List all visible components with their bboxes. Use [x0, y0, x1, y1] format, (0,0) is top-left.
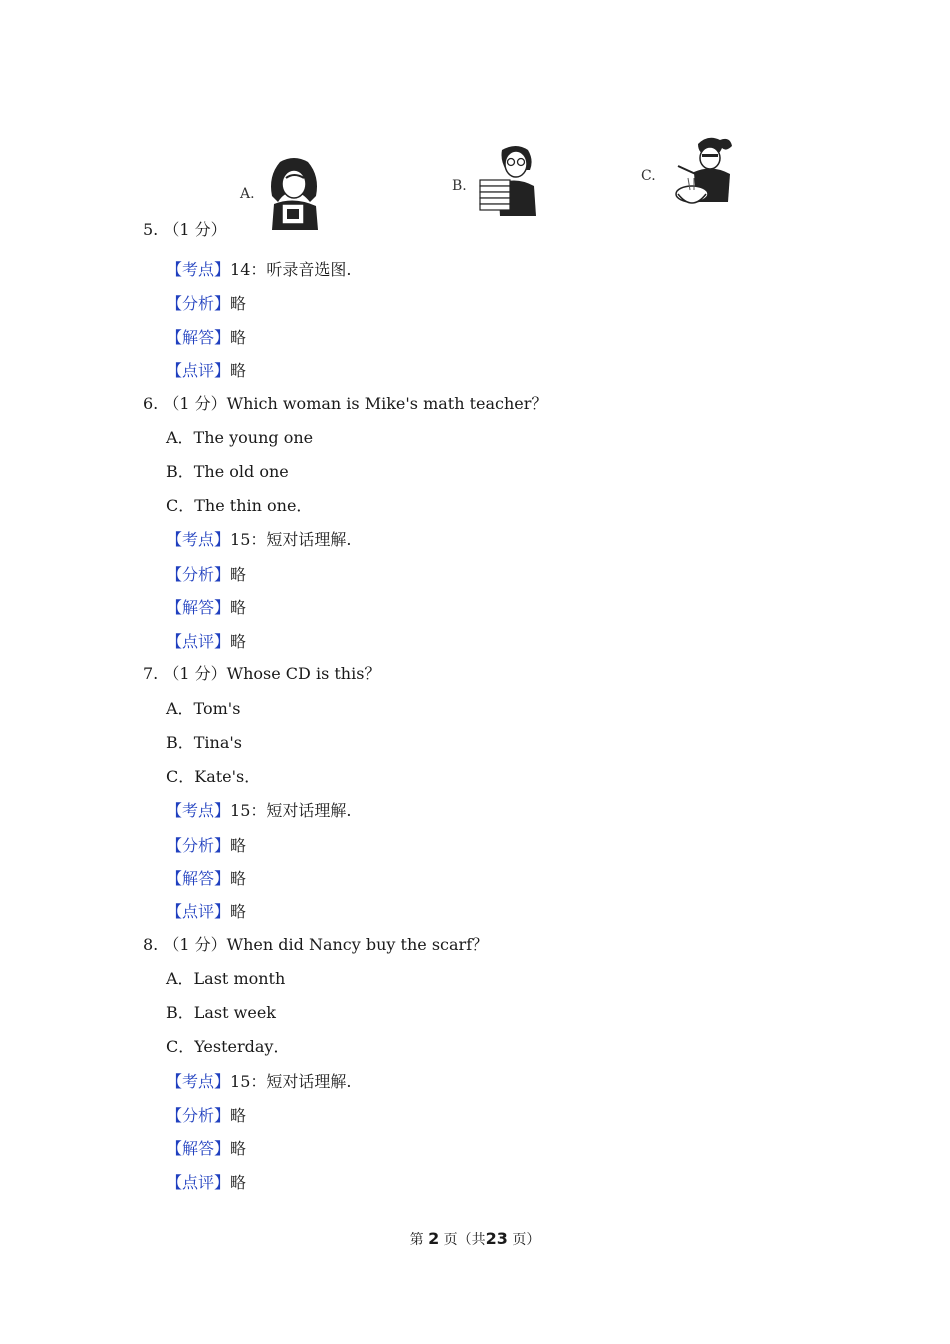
- fenxi-label: 【分析】: [166, 1106, 231, 1125]
- question-7: [143, 664, 380, 684]
- jieda-label: 【解答】: [166, 328, 231, 347]
- jieda-text: 略: [230, 598, 247, 617]
- kaodian-text: 14：听录音选图.: [230, 260, 352, 279]
- question-8-option-c: C．Yesterday．: [166, 1037, 290, 1056]
- question-5-fenxi: [166, 294, 246, 314]
- jieda-label: 【解答】: [166, 598, 231, 617]
- question-7-option-a: A．Tom's: [166, 699, 241, 718]
- question-8: [143, 935, 488, 955]
- question-8-kaodian: [166, 1072, 351, 1092]
- question-6: [143, 394, 547, 414]
- question-6-option-b: B．The old one: [166, 462, 289, 481]
- woman-cooking-illustration: [638, 132, 754, 218]
- question-6-fenxi: [166, 565, 246, 585]
- question-score: （1 分）: [163, 220, 227, 239]
- question-5-dianping: [166, 361, 246, 381]
- question-8-dianping: [166, 1173, 246, 1193]
- picture-option-c-label: C.: [641, 168, 656, 184]
- girl-with-box-illustration: [232, 152, 328, 234]
- question-7-dianping: [166, 902, 246, 922]
- dianping-label: 【点评】: [166, 902, 231, 921]
- dianping-text: 略: [230, 632, 247, 651]
- kaodian-text: 15：短对话理解.: [230, 801, 352, 820]
- footer-middle: 页（共: [443, 1232, 486, 1248]
- kaodian-label: 【考点】: [166, 260, 231, 279]
- question-8-jieda: [166, 1139, 246, 1159]
- question-6-jieda: [166, 598, 246, 618]
- question-8-option-a: A．Last month: [166, 969, 286, 988]
- question-7-fenxi: [166, 836, 246, 856]
- question-5-kaodian: [166, 260, 351, 280]
- footer-total-pages: 23: [485, 1229, 508, 1248]
- question-6-option-c: C．The thin one．: [166, 496, 313, 515]
- picture-option-b-label: B.: [452, 178, 467, 194]
- page-footer: [0, 1229, 950, 1250]
- question-8-option-b: B．Last week: [166, 1003, 276, 1022]
- question-7-option-b: B．Tina's: [166, 733, 243, 752]
- question-8-fenxi: [166, 1106, 246, 1126]
- question-5: [143, 220, 227, 240]
- dianping-text: 略: [230, 902, 247, 921]
- jieda-text: 略: [230, 328, 247, 347]
- question-6-option-a: A．The young one: [166, 428, 314, 447]
- question-text: Whose CD is this？: [226, 664, 381, 683]
- kaodian-text: 15：短对话理解.: [230, 1072, 352, 1091]
- fenxi-text: 略: [230, 294, 247, 313]
- question-score: （1 分）: [163, 935, 227, 954]
- question-score: （1 分）: [163, 394, 227, 413]
- kaodian-text: 15：短对话理解.: [230, 530, 352, 549]
- kaodian-label: 【考点】: [166, 801, 231, 820]
- dianping-text: 略: [230, 1173, 247, 1192]
- jieda-text: 略: [230, 1139, 247, 1158]
- question-6-kaodian: [166, 530, 351, 550]
- footer-suffix: 页）: [512, 1232, 541, 1248]
- question-number: 7.: [143, 664, 159, 683]
- question-score: （1 分）: [163, 664, 227, 683]
- question-number: 6.: [143, 394, 159, 413]
- question-text: Which woman is Mike's math teacher？: [226, 394, 548, 413]
- dianping-text: 略: [230, 361, 247, 380]
- dianping-label: 【点评】: [166, 632, 231, 651]
- question-number: 5.: [143, 220, 159, 239]
- picture-option-a: [232, 152, 328, 234]
- picture-option-c: [638, 132, 754, 218]
- fenxi-label: 【分析】: [166, 565, 231, 584]
- picture-option-a-label: A.: [240, 186, 255, 202]
- jieda-text: 略: [230, 869, 247, 888]
- fenxi-text: 略: [230, 565, 247, 584]
- dianping-label: 【点评】: [166, 361, 231, 380]
- kaodian-label: 【考点】: [166, 530, 231, 549]
- question-5-jieda: [166, 328, 246, 348]
- question-6-dianping: [166, 632, 246, 652]
- picture-option-b: [450, 142, 546, 224]
- jieda-label: 【解答】: [166, 869, 231, 888]
- fenxi-label: 【分析】: [166, 836, 231, 855]
- question-text: When did Nancy buy the scarf？: [226, 935, 489, 954]
- footer-prefix: 第: [409, 1232, 424, 1248]
- question-7-option-c: C．Kate's．: [166, 767, 261, 786]
- dianping-label: 【点评】: [166, 1173, 231, 1192]
- woman-with-books-illustration: [450, 142, 546, 224]
- question-number: 8.: [143, 935, 159, 954]
- question-7-kaodian: [166, 801, 351, 821]
- fenxi-label: 【分析】: [166, 294, 231, 313]
- jieda-label: 【解答】: [166, 1139, 231, 1158]
- fenxi-text: 略: [230, 1106, 247, 1125]
- fenxi-text: 略: [230, 836, 247, 855]
- footer-page-number: 2: [428, 1229, 440, 1248]
- kaodian-label: 【考点】: [166, 1072, 231, 1091]
- question-7-jieda: [166, 869, 246, 889]
